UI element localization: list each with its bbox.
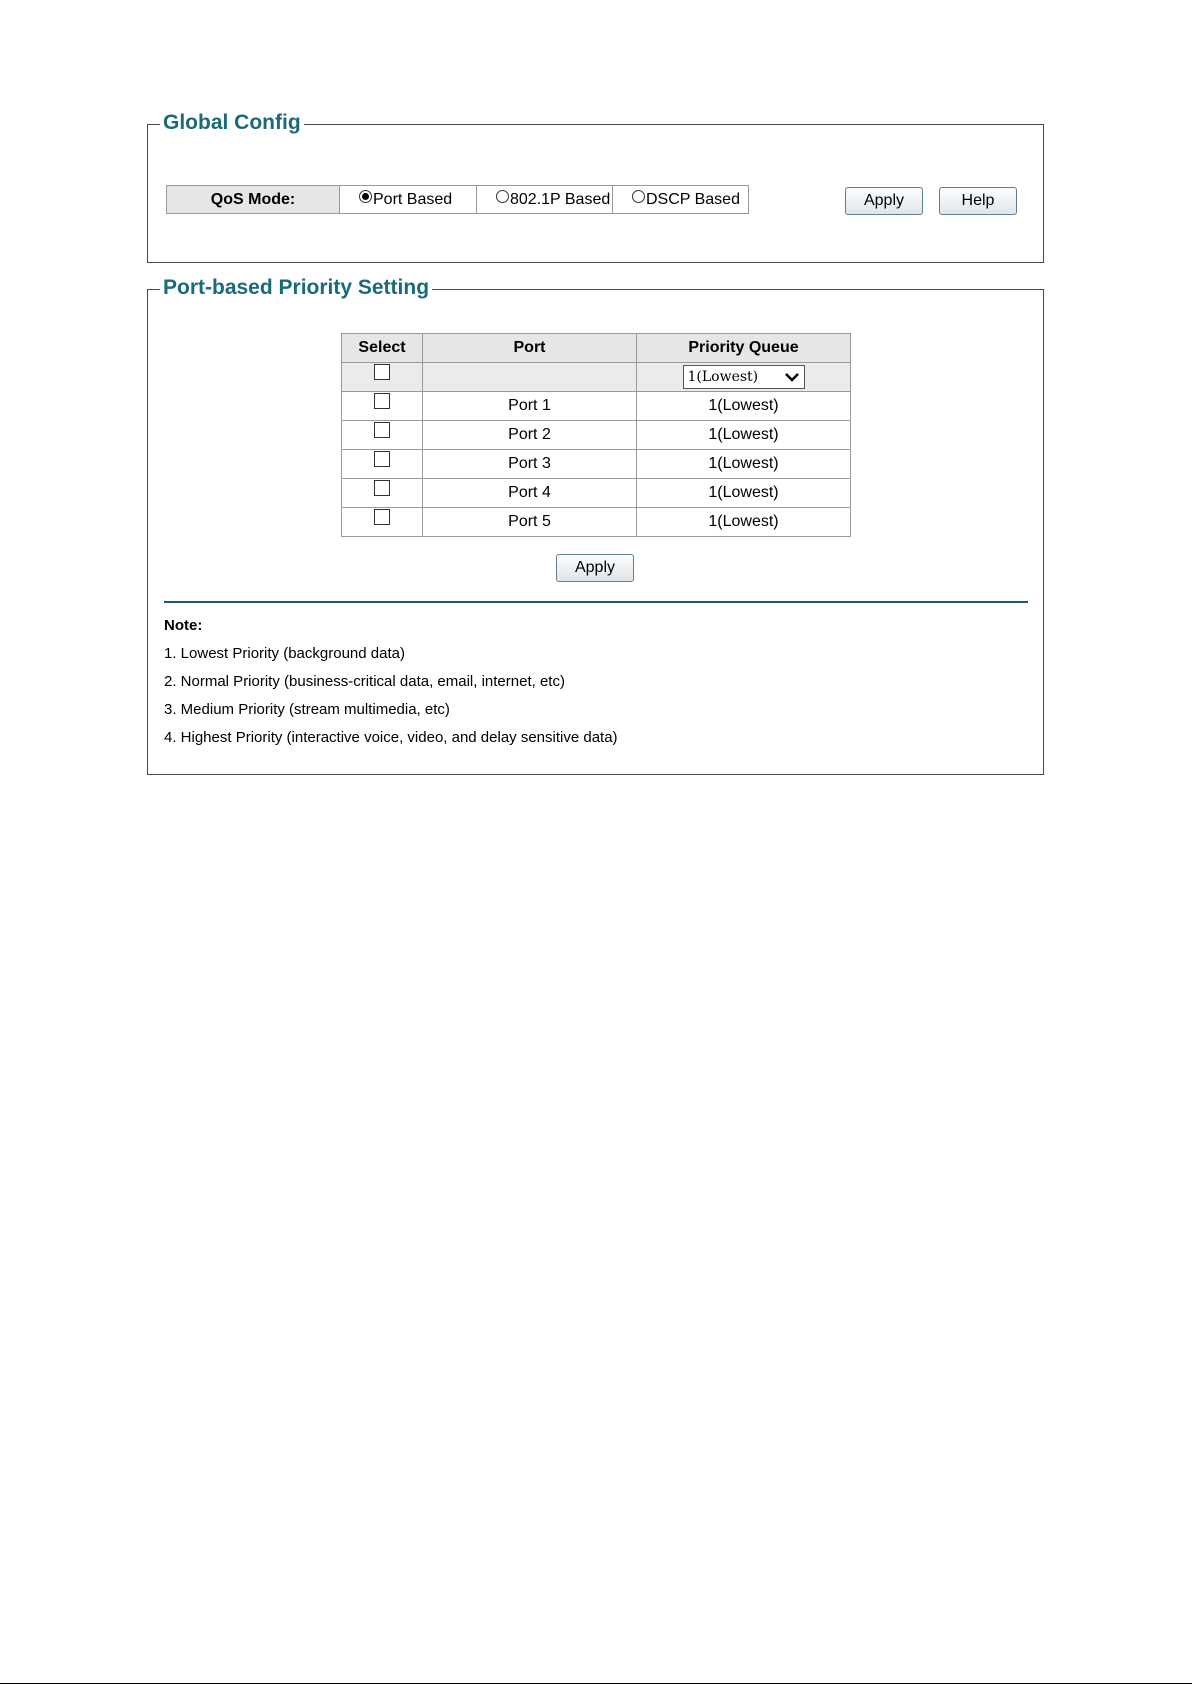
priority-queue-select-value: 1(Lowest) [687,369,759,385]
radio-dscp-based[interactable] [632,190,645,203]
qos-option-label: Port Based [373,190,453,208]
qos-option-label: 802.1P Based [510,190,611,208]
port-cell: Port 3 [423,450,637,479]
qos-option-label: DSCP Based [646,190,740,208]
note-line: 2. Normal Priority (business-critical data, email, internet, etc) [164,673,565,690]
row-checkbox[interactable] [374,451,390,467]
global-apply-button[interactable]: Apply [845,187,923,215]
row-checkbox[interactable] [374,480,390,496]
port-cell: Port 4 [423,479,637,508]
table-row [342,508,851,537]
qos-option-8021p-based[interactable] [477,185,613,214]
row-checkbox[interactable] [374,422,390,438]
port-priority-apply-button[interactable]: Apply [556,554,634,582]
row-checkbox[interactable] [374,509,390,525]
queue-cell: 1(Lowest) [637,479,851,508]
column-header-priority-queue: Priority Queue [637,334,851,363]
select-all-row [342,363,851,392]
qos-mode-label: QoS Mode: [166,185,340,214]
help-button[interactable]: Help [939,187,1017,215]
qos-option-port-based[interactable] [340,185,477,214]
global-config-panel [147,111,1044,263]
queue-cell: 1(Lowest) [637,508,851,537]
queue-cell: 1(Lowest) [637,421,851,450]
column-header-port: Port [423,334,637,363]
port-cell: Port 5 [423,508,637,537]
table-row [342,392,851,421]
table-row [342,479,851,508]
port-cell: Port 2 [423,421,637,450]
radio-port-based[interactable] [359,190,372,203]
qos-mode-row [166,185,749,214]
all-port-cell [423,363,637,392]
priority-queue-select[interactable] [683,365,805,389]
note-divider [164,601,1028,603]
row-checkbox[interactable] [374,393,390,409]
note-section [164,612,618,752]
qos-option-dscp-based[interactable] [613,185,749,214]
note-line: 4. Highest Priority (interactive voice, video, and delay sensitive data) [164,729,618,746]
global-config-title: Global Config [160,110,304,136]
note-title: Note: [164,617,203,634]
note-line: 1. Lowest Priority (background data) [164,645,405,662]
page-bottom-rule [0,1683,1192,1684]
note-line: 3. Medium Priority (stream multimedia, etc) [164,701,450,718]
select-all-checkbox[interactable] [374,364,390,380]
port-priority-title: Port-based Priority Setting [160,275,432,301]
table-header-row [342,334,851,363]
column-header-select: Select [342,334,423,363]
table-row [342,450,851,479]
port-priority-table [341,333,851,537]
port-priority-panel [147,276,1044,775]
table-row [342,421,851,450]
port-cell: Port 1 [423,392,637,421]
queue-cell: 1(Lowest) [637,450,851,479]
queue-cell: 1(Lowest) [637,392,851,421]
radio-8021p-based[interactable] [496,190,509,203]
chevron-down-icon [784,371,800,383]
